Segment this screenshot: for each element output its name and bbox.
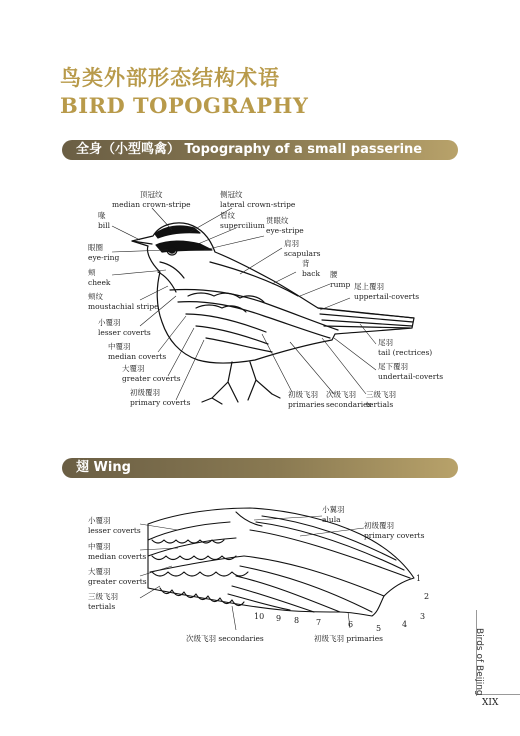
label-eye-ring: 眼圈 eye-ring (88, 243, 120, 262)
wing-label-secondaries: 次级飞羽 secondaries (186, 634, 264, 643)
page-title-english: BIRD TOPOGRAPHY (60, 93, 309, 118)
book-title-vertical (474, 628, 496, 696)
feather-number: 8 (294, 616, 300, 625)
label-rump: 腰 rump (330, 270, 351, 289)
wing-label-greater-coverts: 大覆羽 greater coverts (88, 567, 147, 586)
label-tail: 尾羽 tail (rectrices) (378, 338, 433, 357)
label-scapulars: 肩羽 scapulars (284, 239, 321, 258)
wing-label-median-coverts: 中覆羽 median coverts (88, 542, 147, 561)
label-bill: 喙 bill (98, 211, 110, 230)
wing-label-lesser-coverts: 小覆羽 lesser coverts (88, 516, 141, 535)
label-supercilium: 眉纹 supercilium (220, 211, 265, 230)
wing-label-primary-coverts: 初级覆羽 primary coverts (364, 521, 425, 540)
label-greater-coverts: 大覆羽 greater coverts (122, 364, 181, 383)
label-lateral-crown-stripe: 侧冠纹 lateral crown-stripe (220, 190, 296, 209)
section-header-wing: 翅 Wing (62, 458, 458, 478)
feather-number: 10 (254, 612, 265, 621)
label-primary-coverts: 初级覆羽 primary coverts (130, 388, 191, 407)
feather-number: 4 (402, 620, 408, 629)
feather-number: 1 (416, 574, 422, 583)
feather-number: 7 (316, 618, 322, 627)
label-median-crown-stripe: 顶冠纹 median crown-stripe (112, 190, 191, 209)
label-eye-stripe: 贯眼纹 eye-stripe (266, 216, 304, 235)
wing-label-primaries: 初级飞羽 primaries (314, 634, 384, 643)
label-undertail-coverts: 尾下覆羽 undertail-coverts (378, 362, 444, 381)
feather-number: 2 (424, 592, 430, 601)
label-median-coverts: 中覆羽 median coverts (108, 342, 167, 361)
label-secondaries: 次级飞羽 secondaries (326, 390, 372, 409)
wing-label-alula: 小翼羽 alula (322, 505, 345, 524)
feather-number: 6 (348, 620, 354, 629)
label-moustachial-stripe: 颊纹 moustachial stripe (88, 292, 159, 311)
section-header-passerine: 全身（小型鸣禽） Topography of a small passerine (62, 140, 458, 160)
page-number: XIX (482, 698, 499, 708)
feather-number: 9 (276, 614, 282, 623)
page-title-chinese: 鸟类外部形态结构术语 (60, 66, 280, 90)
label-lesser-coverts: 小覆羽 lesser coverts (98, 318, 151, 337)
label-primaries: 初级飞羽 primaries (288, 390, 325, 409)
wing-label-tertials: 三级飞羽 tertials (88, 592, 118, 611)
label-tertials: 三级飞羽 tertials (366, 390, 396, 409)
label-cheek: 颊 cheek (88, 268, 111, 287)
feather-number: 5 (376, 624, 382, 633)
label-back: 背 back (302, 259, 321, 278)
label-uppertail-coverts: 尾上覆羽 uppertail-coverts (354, 282, 420, 301)
feather-number: 3 (420, 612, 426, 621)
book-title: Birds of Beijing (474, 628, 484, 696)
